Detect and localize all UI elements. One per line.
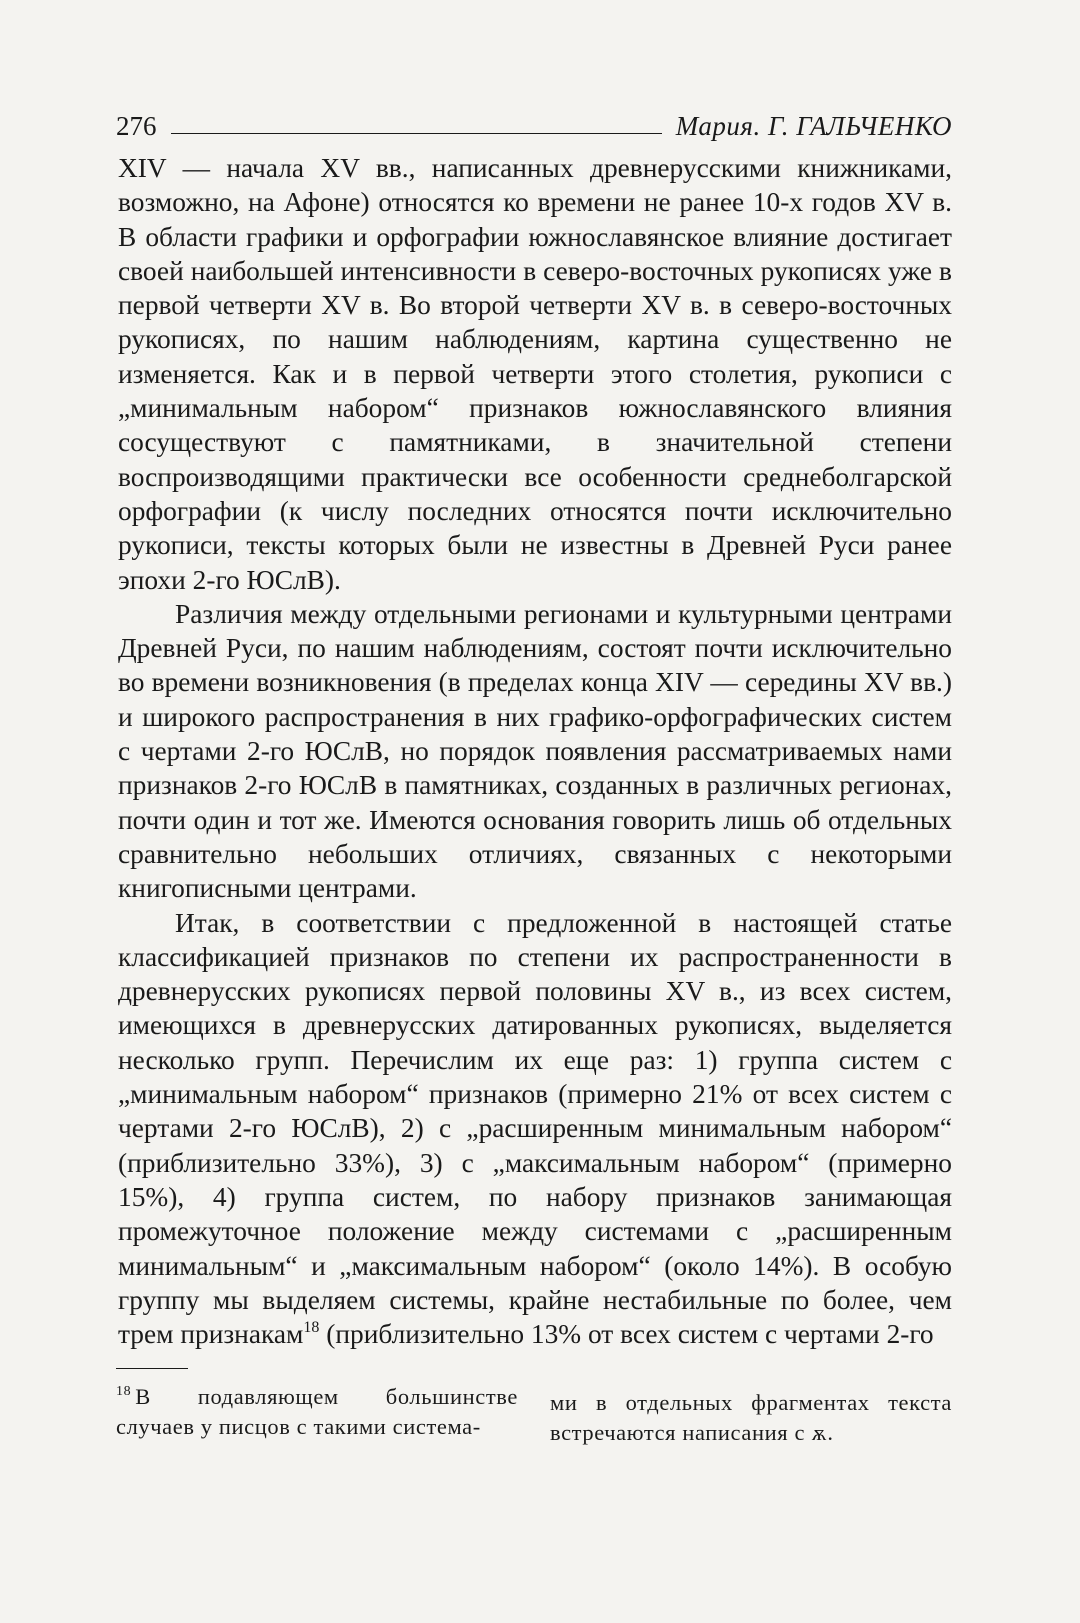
paragraph-1: XIV — начала XV вв., написанных древнерусскими книжниками, возможно, на Афоне) относятся ко времени не ранее 10-х годов XV в. В области графики и орфографии южнославянское влияние достигает своей наибольшей интенсивности в северо-восточных рукописях уже в первой четверти XV в. Во второй четверти XV в. в северо-восточных рукописях, по нашим наблюдениям, картина существенно не изменяется. Как и в первой четверти этого столетия, рукописи с „минимальным набором“ признаков южнославянского влияния сосуществуют с памятниками, в значительной степени воспроизводящими практически все особенности среднеболгарской орфографии (к числу последних относятся почти исключительно рукописи, тексты которых были не известны в Древней Руси ранее эпохи 2-го ЮСлВ). [118, 153, 952, 595]
paragraph-3-continuation: (приблизительно 13% от всех систем с чертами 2-го [319, 1319, 934, 1350]
footnote-text-1: В подавляющем большинстве случаев у писцов с такими система- [116, 1384, 518, 1439]
footnote-text-2: ми в отдельных фрагментах текста встречаются написания с ѫ. [550, 1390, 952, 1445]
page-header [116, 100, 952, 140]
running-head: Мария. Г. ГАЛЬЧЕНКО [675, 111, 952, 141]
footnote-marker: 18 [116, 1384, 132, 1399]
page-number: 276 [116, 111, 157, 141]
header-rule [171, 133, 662, 134]
paragraph-2: Различия между отдельными регионами и культурными центрами Древней Руси, по нашим наблюдениям, состоят почти исключительно во времени возникновения (в пределах конца XIV — середины XV вв.) и широкого распространения в них графико-орфографических систем с чертами 2-го ЮСлВ, но порядок появления рассматриваемых нами признаков 2-го ЮСлВ в памятниках, созданных в различных регионах, почти один и тот же. Имеются основания говорить лишь об отдельных сравнительно небольших отличиях, связанных с некоторыми книгописными центрами. [118, 598, 952, 904]
footnote-rule [116, 1368, 188, 1369]
body-text [118, 151, 952, 1351]
paragraph-3 [118, 906, 952, 1352]
footnote-column-2 [550, 1382, 952, 1448]
footnote-area [116, 1382, 952, 1448]
paragraph-3-text: Итак, в соответствии с предложенной в настоящей статье классификацией признаков по степени их распространенности в древнерусских рукописях первой половины XV в., из всех систем, имеющихся в древнерусских датированных рукописях, выделяется несколько групп. Перечислим их еще раз: 1) группа систем с „минимальным набором“ признаков (примерно 21% от всех систем с чертами 2-го ЮСлВ), 2) с „расширенным минимальным набором“ (приблизительно 33%), 3) с „максимальным набором“ (примерно 15%), 4) группа систем, по набору признаков занимающая промежуточное положение между системами с „расширенным минимальным“ и „максимальным набором“ (около 14%). В особую группу мы выделяем системы, крайне нестабильные по более, чем трем признакам [118, 907, 952, 1350]
footnote-column-1 [116, 1382, 518, 1448]
footnote-reference[interactable]: 18 [303, 1319, 320, 1337]
